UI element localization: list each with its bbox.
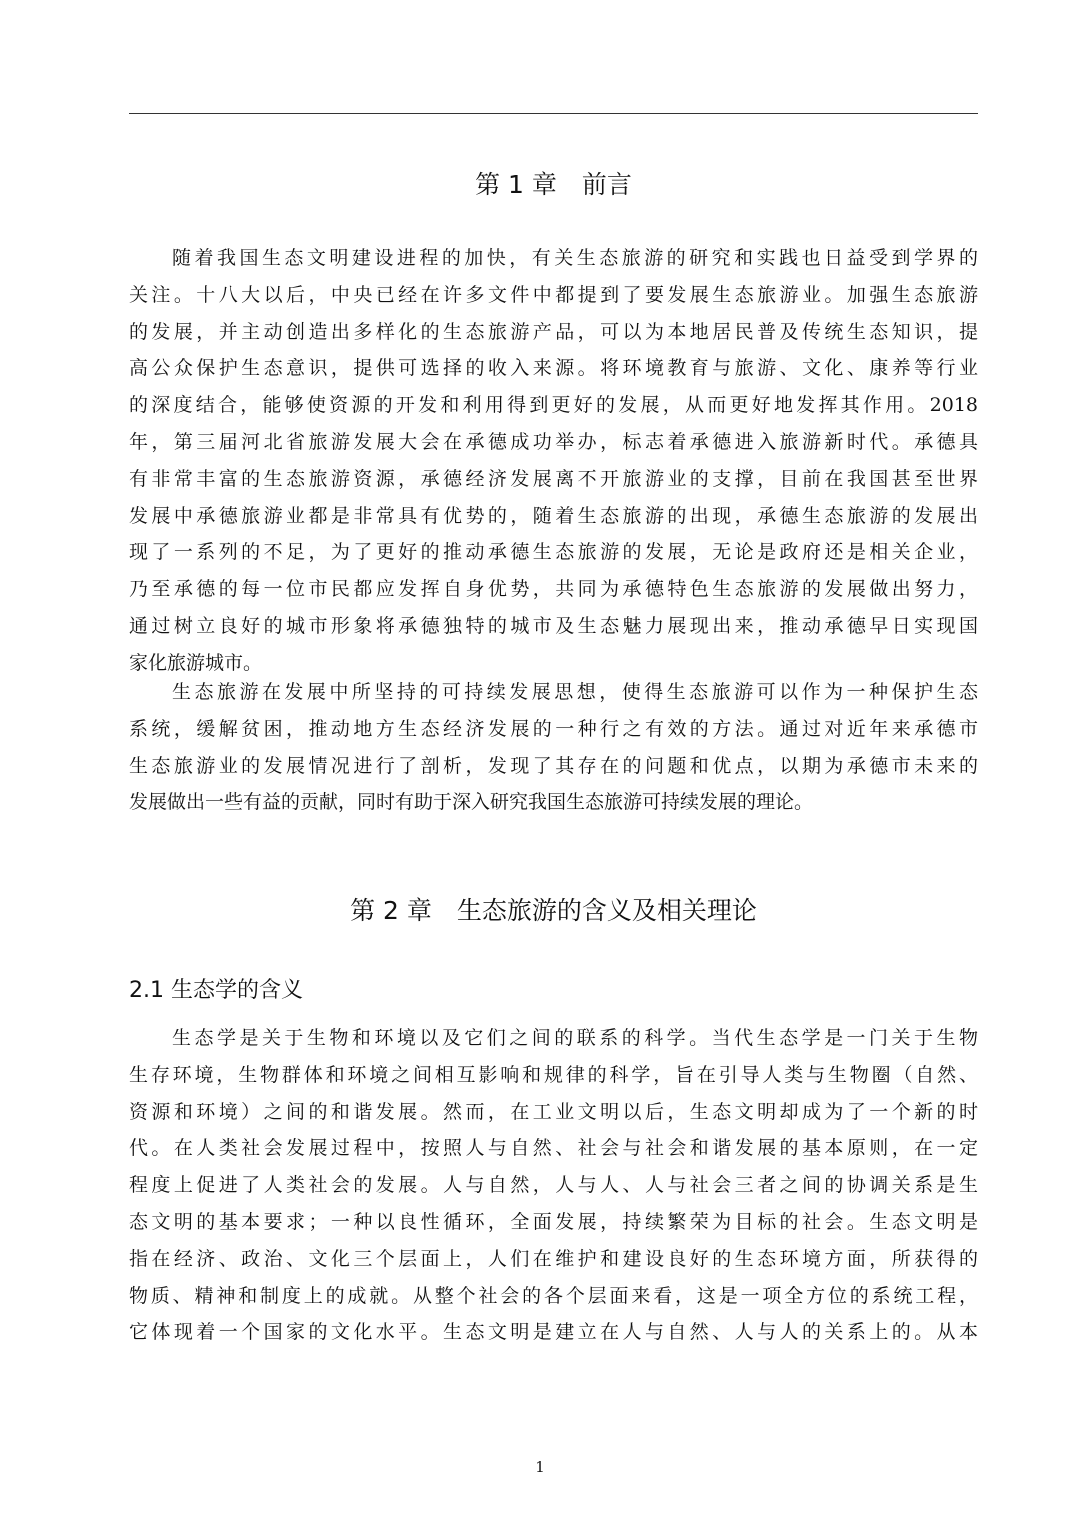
text-line: 乃至承德的每一位市民都应发挥自身优势，共同为承德特色生态旅游的发展做出努力， bbox=[129, 578, 978, 601]
text-line: 生态旅游业的发展情况进行了剖析，发现了其存在的问题和优点，以期为承德市未来的 bbox=[129, 754, 978, 777]
text-line: 系统，缓解贫困，推动地方生态经济发展的一种行之有效的方法。通过对近年来承德市 bbox=[129, 717, 978, 740]
chapter-1-title: 第 1 章 前言 bbox=[475, 170, 632, 199]
text-line: 有非常丰富的生态旅游资源，承德经济发展离不开旅游业的支撑，目前在我国甚至世界 bbox=[129, 467, 978, 490]
text-line: 现了一系列的不足，为了更好的推动承德生态旅游的发展，无论是政府还是相关企业， bbox=[129, 541, 978, 564]
text-line: 关注。十八大以后，中央已经在许多文件中都提到了要发展生态旅游业。加强生态旅游 bbox=[129, 283, 978, 306]
text-line: 通过树立良好的城市形象将承德独特的城市及生态魅力展现出来，推动承德早日实现国 bbox=[129, 614, 978, 637]
text-line: 生存环境，生物群体和环境之间相互影响和规律的科学，旨在引导人类与生物圈（自然、 bbox=[129, 1063, 978, 1086]
text-line: 的发展，并主动创造出多样化的生态旅游产品，可以为本地居民普及传统生态知识，提 bbox=[129, 320, 978, 343]
section-2-1-paragraph bbox=[129, 1020, 978, 1351]
text-line: 发展做出一些有益的贡献，同时有助于深入研究我国生态旅游可持续发展的理论。 bbox=[129, 791, 814, 814]
text-line: 发展中承德旅游业都是非常具有优势的，随着生态旅游的出现，承德生态旅游的发展出 bbox=[129, 504, 978, 527]
chapter-1-paragraph-1 bbox=[129, 240, 978, 682]
section-2-1-title: 2.1 生态学的含义 bbox=[129, 978, 303, 1003]
text-line: 代。在人类社会发展过程中，按照人与自然、社会与社会和谐发展的基本原则，在一定 bbox=[129, 1137, 978, 1160]
text-line: 的深度结合，能够使资源的开发和利用得到更好的发展，从而更好地发挥其作用。2018 bbox=[129, 394, 978, 417]
text-line: 指在经济、政治、文化三个层面上，人们在维护和建设良好的生态环境方面，所获得的 bbox=[129, 1247, 978, 1270]
text-line: 年，第三届河北省旅游发展大会在承德成功举办，标志着承德进入旅游新时代。承德具 bbox=[129, 430, 978, 453]
text-line: 程度上促进了人类社会的发展。人与自然，人与人、人与社会三者之间的协调关系是生 bbox=[129, 1174, 978, 1197]
page-number: 1 bbox=[535, 1458, 545, 1476]
header-rule bbox=[129, 113, 978, 114]
text-line: 物质、精神和制度上的成就。从整个社会的各个层面来看，这是一项全方位的系统工程， bbox=[129, 1284, 978, 1307]
text-line: 高公众保护生态意识，提供可选择的收入来源。将环境教育与旅游、文化、康养等行业 bbox=[129, 357, 978, 380]
text-line: 生态学是关于生物和环境以及它们之间的联系的科学。当代生态学是一门关于生物 bbox=[172, 1027, 978, 1049]
chapter-2-title: 第 2 章 生态旅游的含义及相关理论 bbox=[350, 896, 757, 925]
text-line: 家化旅游城市。 bbox=[129, 651, 263, 674]
chapter-1-paragraph-2 bbox=[129, 674, 978, 821]
text-line: 态文明的基本要求；一种以良性循环，全面发展，持续繁荣为目标的社会。生态文明是 bbox=[129, 1210, 978, 1233]
text-line: 生态旅游在发展中所坚持的可持续发展思想，使得生态旅游可以作为一种保护生态 bbox=[172, 681, 978, 703]
text-line: 它体现着一个国家的文化水平。生态文明是建立在人与自然、人与人的关系上的。从本 bbox=[129, 1321, 978, 1344]
text-line: 随着我国生态文明建设进程的加快，有关生态旅游的研究和实践也日益受到学界的 bbox=[172, 247, 978, 269]
text-line: 资源和环境）之间的和谐发展。然而，在工业文明以后，生态文明却成为了一个新的时 bbox=[129, 1100, 978, 1123]
